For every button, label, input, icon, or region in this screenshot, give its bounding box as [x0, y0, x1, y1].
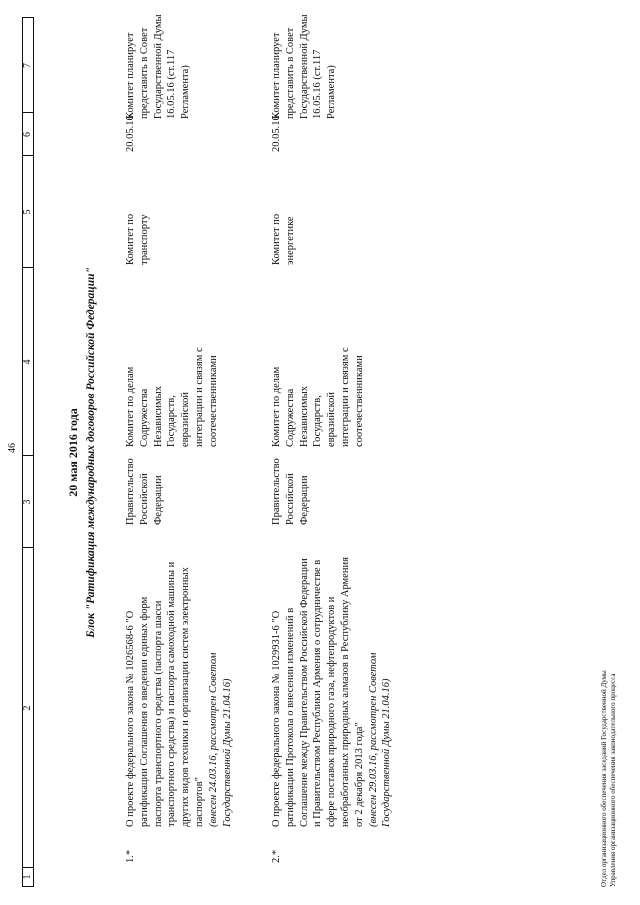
- column-number-4: 4: [22, 359, 33, 365]
- column-number-1: 1: [22, 874, 33, 880]
- column-number-2: 2: [22, 705, 33, 711]
- bill-author: Правительство Российской Федерации: [271, 458, 310, 525]
- bill-note-line: (внесен 29.03.16, рассмотрен Советом: [367, 652, 379, 827]
- review-date: 20.05.16: [271, 115, 282, 152]
- column-number-6: 6: [22, 132, 33, 137]
- column-number-header: [22, 17, 34, 887]
- committee-line: евразийской: [326, 391, 338, 447]
- bill-note-line: Государственной Думы 21.04.16): [381, 678, 393, 827]
- bill-note-line: Государственной Думы 21.04.16): [221, 678, 233, 827]
- date-heading: 20 мая 2016 года: [66, 408, 80, 497]
- column-number-3: 3: [22, 499, 33, 505]
- bill-description: [270, 554, 394, 827]
- bill-author: Правительство Российской Федерации: [125, 458, 164, 525]
- row-remark: Комитет планирует представить в Совет Государственной Думы 16.05.16 (ст.117 Регламента): [271, 14, 338, 119]
- committee-line: Комитет по делам: [271, 366, 282, 447]
- committee-line: Содружества: [138, 388, 150, 447]
- committee-line: евразийской: [180, 391, 192, 447]
- committee-line: Независимых: [152, 386, 164, 447]
- row-number: 1.*: [125, 849, 136, 863]
- responsible-committee: Комитет по энергетике: [271, 213, 296, 265]
- bill-title: О проекте федерального закона № 1026568-6 "О ратификации Соглашения о введении единых форм паспорта транспортного средства (паспорта шасси транспортного средства) и паспорта самоходной машины и других видов техники и организации систем электронных паспортов": [125, 561, 205, 827]
- committee-line: Государств,: [166, 395, 178, 447]
- bill-description: [124, 554, 234, 827]
- committee-line: Комитет по делам: [125, 366, 136, 447]
- committee-line: интеграции и связям с: [193, 347, 205, 447]
- column-number-7: 7: [22, 63, 33, 68]
- review-date: 20.05.16: [125, 115, 136, 152]
- committee-line: интеграции и связям с: [339, 347, 351, 447]
- committee-line: соотечественниками: [207, 355, 219, 447]
- page-number: 46: [7, 443, 18, 453]
- committee-line: соотечественниками: [353, 355, 365, 447]
- footer-line: Отдел организационного обеспечения заседаний Государственной Думы: [600, 670, 608, 887]
- footer-line: Управления организационного обеспечения законодательного процесса: [609, 673, 617, 887]
- bill-note-line: (внесен 24.03.16, рассмотрен Советом: [207, 652, 219, 827]
- bill-title: О проекте федерального закона № 1029931-6 "О ратификации Протокола о внесении изменений в Соглашение между Правительством Российской Федерации и Правительством Республики Армения о сотрудничестве в сфере поставок природного газа, нефтепродуктов и необработанных природных алмазов в Республику Армения от 2 декабря 2013 года": [271, 557, 365, 827]
- row-remark: Комитет планирует представить в Совет Государственной Думы 16.05.16 (ст.117 Регламента): [125, 14, 192, 119]
- row-number: 2.*: [271, 849, 282, 863]
- block-title: Блок "Ратификация международных договоров Российской Федерации": [85, 267, 97, 638]
- responsible-committee: Комитет по транспорту: [125, 213, 150, 265]
- committee-line: Независимых: [298, 386, 310, 447]
- committee-line: Государств,: [312, 395, 324, 447]
- column-number-5: 5: [22, 209, 33, 215]
- footer-department: [600, 287, 618, 887]
- committee-line: Содружества: [284, 388, 296, 447]
